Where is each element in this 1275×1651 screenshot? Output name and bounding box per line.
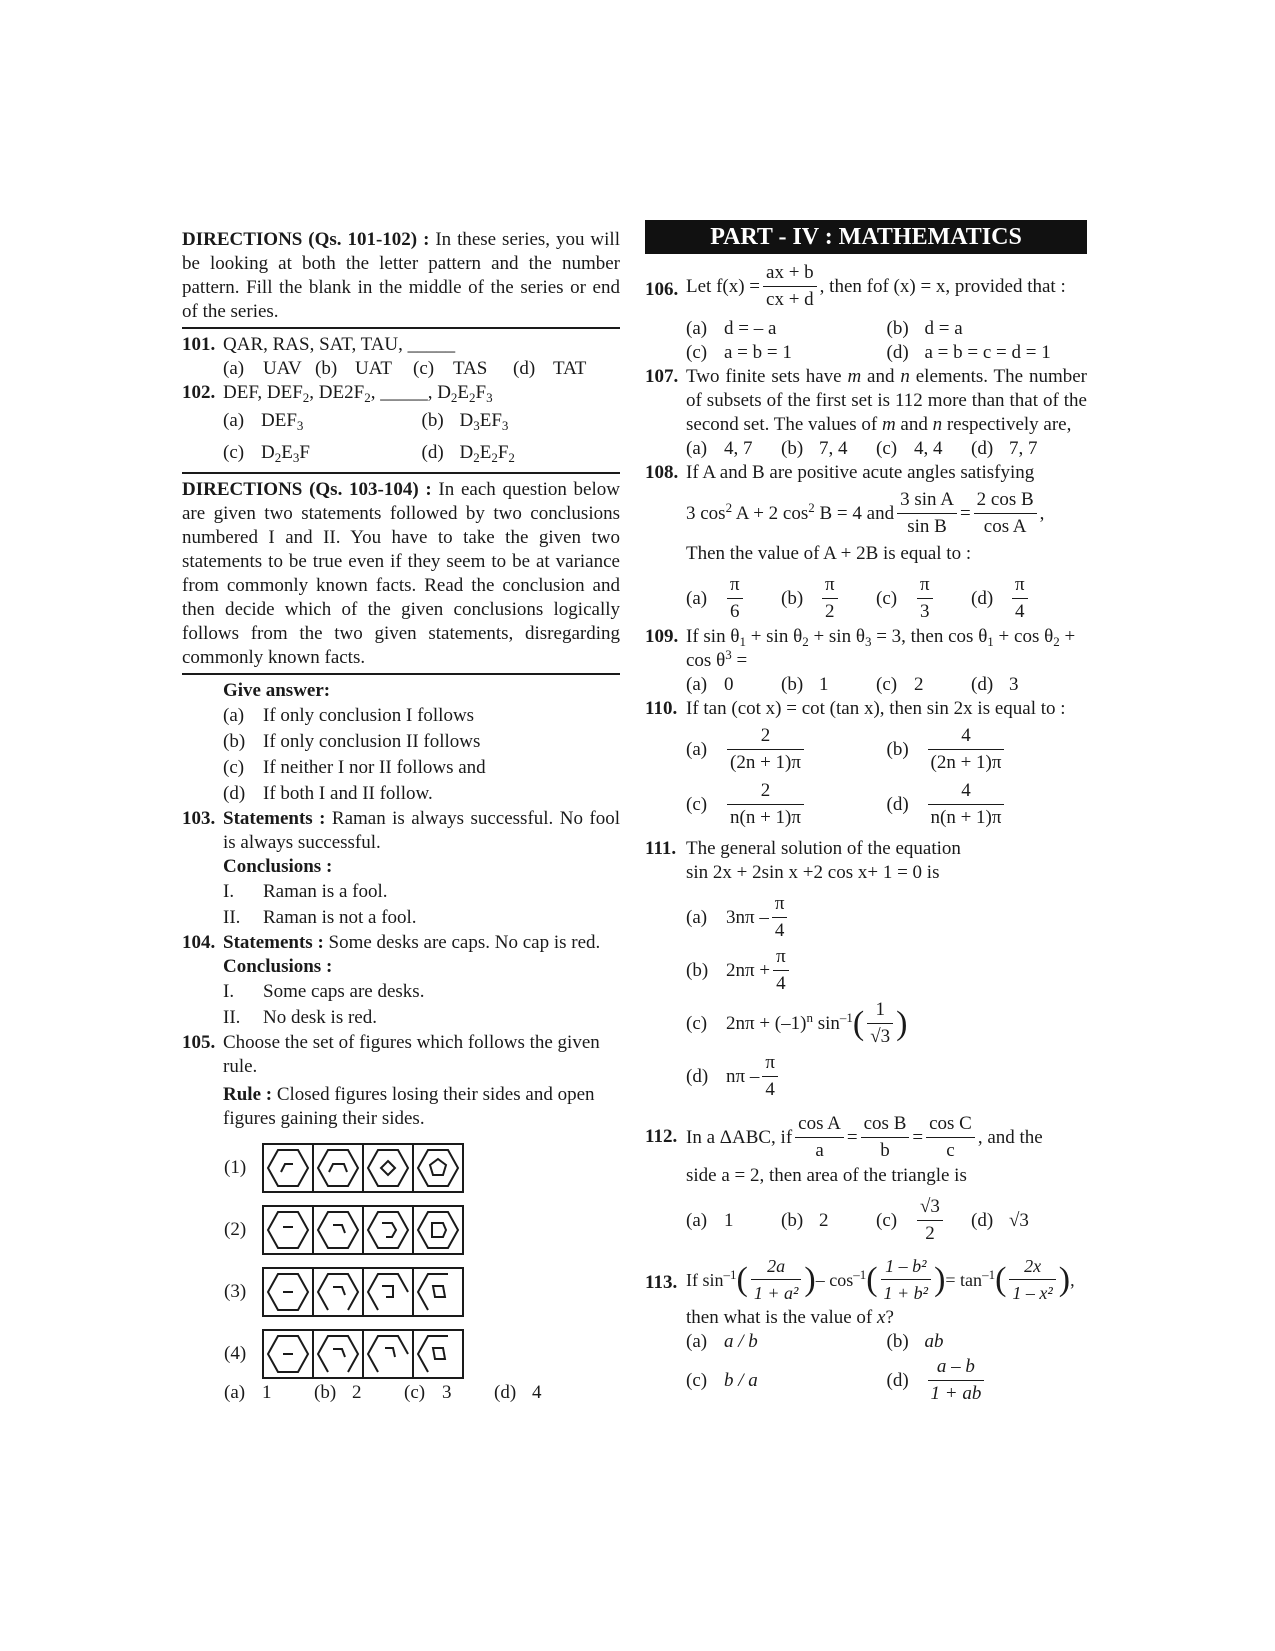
question-104: 104. Statements : Some desks are caps. No cap is red. Conclusions : I. Some caps are desks. II. No desk is red.	[182, 932, 601, 1028]
hexagon-figure	[364, 1145, 414, 1191]
question-108: 108. If A and B are positive acute angles satisfying 3 $\cos^2 A + 2$ $\cos^2 B = 4$ and $\frac{\text{3 sin A}}{\text{sin B}}$ = $\frac{\text{2 cos B}}{\text{cos A}}$ , Then the value of A + 2B is equal to : (a) $\frac{\pi}{6}$ (b) $\frac{\pi}{2}$ (c) $\frac{\pi}{3}$ (d) $\frac{\pi}{4}$	[645, 462, 1045, 622]
hexagon-figure	[414, 1145, 462, 1191]
hexagon-figure	[364, 1207, 414, 1253]
options-row: (a) $DEF_3$ (b) $D_3EF_3$	[223, 410, 509, 433]
open-hexagon-figure	[364, 1269, 414, 1315]
question-text: DEF, $DEF_2$, $DE2F_2$, _____, $D_2E_2F_3$	[223, 382, 493, 405]
right-column	[645, 224, 1088, 1407]
divider	[182, 327, 620, 329]
question-text: QAR, RAS, SAT, TAU, _____	[223, 334, 456, 355]
hexagon-figure	[314, 1145, 364, 1191]
question-105: 105. Choose the set of figures which follows the given rule. Rule : Closed figures losing their sides and open figures gaining their sides.	[182, 1032, 600, 1129]
question-109: 109. If $\sin \theta_1 + \sin \theta_2 + \sin \theta_3 = 3$, then $\cos \theta_1 + \cos \theta_2 + \cos \theta^3$ = (a) 0 (b) 1 (c) 2 (d) 3	[645, 626, 1076, 695]
left-column	[182, 228, 620, 1405]
question-102	[182, 381, 620, 469]
open-hexagon-figure	[364, 1331, 414, 1377]
question-112: 112. In a ΔABC, if $\frac{\text{cos A}}{a}$ = $\frac{\text{cos B}}{b}$ = $\frac{\text{cos C}}{c}$ , and the side a = 2, then area of the triangle is (a) 1 (b) 2 (c) $\frac{√3}{2}$ (d) √3	[645, 1113, 1043, 1244]
hexagon-figure	[314, 1207, 364, 1253]
open-hexagon-figure	[314, 1269, 364, 1315]
options-row: (c) $D_2E_3F$ (d) $D_2E_2F_2$	[223, 442, 515, 465]
open-hexagon-figure	[414, 1269, 462, 1315]
give-answer-label: Give answer:	[223, 680, 331, 701]
figure-sets	[182, 1137, 620, 1385]
question-101	[182, 333, 620, 381]
open-hexagon-figure	[314, 1331, 364, 1377]
divider	[182, 673, 620, 675]
figure-set-2: (2)	[224, 1199, 620, 1261]
hexagon-figure	[264, 1207, 314, 1253]
question-113: 113. If $\sin^{-1}$ ( $\frac{2a}{\text{1 + a²}}$ ) – $\cos^{-1}$ ( $\frac{\text{1 – b²}}{\text{1 + b²}}$ ) = $\tan^{-1}$ ( $\frac{2x}{\text{1 – x²}}$ ) , then what is the value of x? (a) a / b (b) ab (c) b / a (d) $\frac{a - b}{1 + ab}$	[645, 1253, 1087, 1407]
open-hexagon-figure	[414, 1331, 462, 1377]
figure-set-3: (3)	[224, 1261, 620, 1323]
question-111: 111. The general solution of the equation sin 2x + 2sin x +2 cos x+ 1 = 0 is (a) 3nπ – $\frac{\pi}{4}$ (b) 2nπ + $\frac{\pi}{4}$ (c) $2n\pi + (-1)^n$ $\sin^{-1}$ ( $\frac{1}{√3}$ ) (d) nπ – $\frac{\pi}{4}$	[645, 838, 961, 1100]
directions-101-102: DIRECTIONS (Qs. 101-102) : In these series, you will be looking at both the letter pattern and the number pattern. Fill the blank in the middle of the series or end of the series.	[182, 229, 620, 322]
question-number: 102.	[182, 382, 216, 403]
question-103: 103. Statements : Raman is always successful. No fool is always successful. Conclusions : I. Raman is a fool. II. Raman is not a fool.	[182, 808, 620, 928]
directions-103-104: DIRECTIONS (Qs. 103-104) : In each question below are given two statements followed by two conclusions numbered I and II. You have to take the given two statements to be true even if they seem to be at variance from commonly known facts. Read the conclusion and then decide which of the given conclusions logically follows from the two given statements, disregarding commonly known facts.	[182, 479, 620, 668]
question-107: 107. Two finite sets have m and n elements. The number of subsets of the first set is 112 more than that of the second set. The values of m and n respectively are, (a) 4, 7 (b) 7, 4 (c) 4, 4 (d) 7, 7	[645, 366, 1088, 459]
question-number: 101.	[182, 334, 216, 355]
hexagon-figure	[414, 1207, 462, 1253]
answer-key: Give answer: (a) If only conclusion I follows (b) If only conclusion II follows (c) If neither I nor II follows and (d) If both I and II follow.	[182, 679, 620, 807]
hexagon-figure	[264, 1145, 314, 1191]
hexagon-figure	[264, 1269, 314, 1315]
question-110: 110. If tan (cot x) = cot (tan x), then sin 2x is equal to : (a) $\frac{2}{(2n + 1)\pi}$ (b) $\frac{4}{(2n + 1)\pi}$ (c) $\frac{2}{n(n + 1)\pi}$ (d) $\frac{4}{n(n + 1)\pi}$	[645, 698, 1066, 828]
section-title: PART - IV : MATHEMATICS	[645, 220, 1087, 254]
question-106: 106. Let f(x) = $\frac{ax + b}{cx + d}$ , then fof (x) = x, provided that : (a) d = – a (b) d = a (c) a = b = 1 (d) a = b = c = d = 1	[645, 262, 1066, 363]
figure-set-4: (4)	[224, 1323, 620, 1385]
options: (a) UAV (b) UAT (c) TAS (d) TAT	[223, 358, 587, 379]
question-105-options: (a) 1 (b) 2 (c) 3 (d) 4	[224, 1382, 542, 1403]
figure-set-1: (1)	[224, 1137, 620, 1199]
hexagon-figure	[264, 1331, 314, 1377]
divider	[182, 472, 620, 474]
